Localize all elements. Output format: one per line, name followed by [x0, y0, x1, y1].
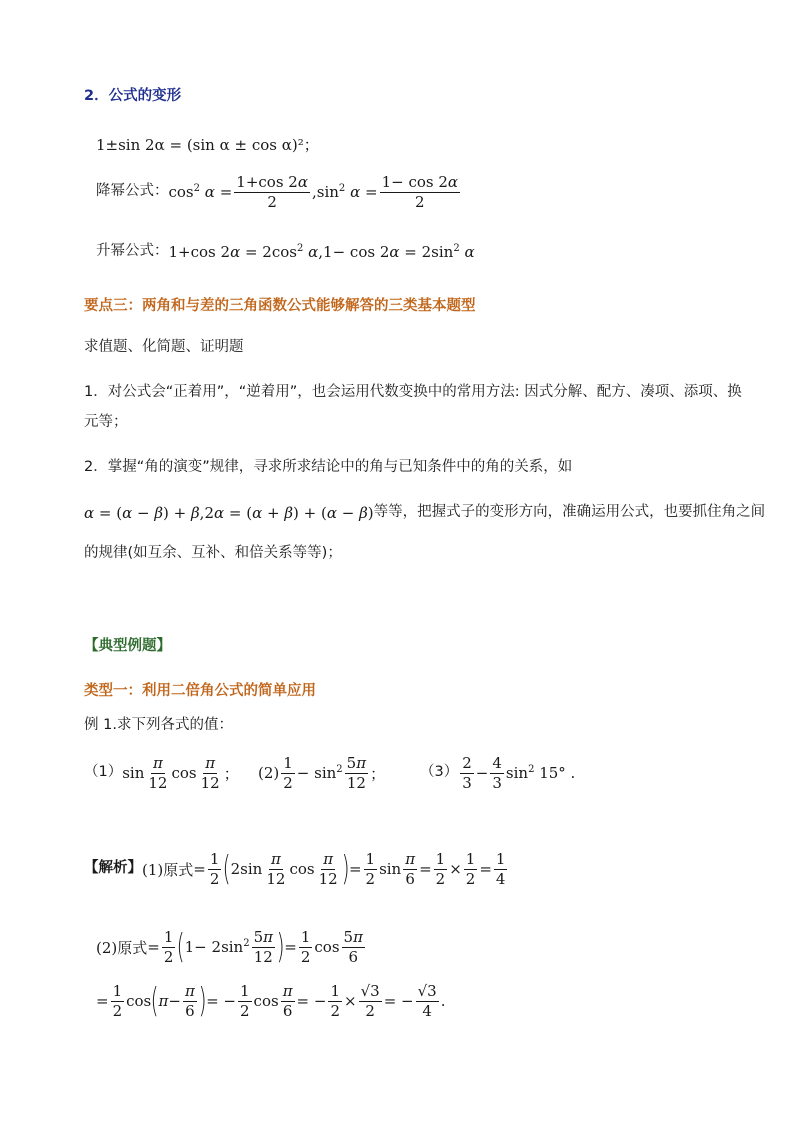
- section-title: 2．公式的变形: [84, 88, 182, 104]
- formula-expression: sin: [379, 860, 402, 878]
- formula-expression: =: [193, 860, 206, 878]
- fraction: $\frac{5\pi}{12}$: [346, 754, 367, 792]
- solution-part2-line1: [96, 929, 367, 965]
- formula-expression: −: [168, 992, 181, 1010]
- formula-expression: .: [440, 992, 446, 1010]
- formula-expression: cos: [171, 764, 197, 782]
- left-paren: (: [223, 849, 231, 889]
- formula-expression: = −: [206, 992, 236, 1010]
- formula-expression: cos: [253, 992, 279, 1010]
- formula-expression: =: [479, 860, 492, 878]
- item2-line1: 2．掌握“角的演变”规律，寻求所求结论中的角与已知条件中的角的关系，如: [84, 459, 573, 475]
- fraction: $\frac{1}{2}$: [465, 850, 476, 888]
- formula-expression: 1+cos $2\alpha = 2\cos^2$ $\alpha,1- \cos 2\alpha = 2\sin^2$ α: [168, 243, 475, 261]
- fraction: $\frac{5\pi}{12}$: [253, 928, 274, 966]
- fraction: $\frac{1}{2}$: [209, 850, 220, 888]
- formula-expression: sin: [122, 764, 145, 782]
- item1-line1: 1．对公式会“正着用”，“逆着用”，也会运用代数变换中的常用方法: 因式分解、配方、凑项、添项、换: [84, 384, 742, 400]
- angle-expression: α = (α − β) + β,2α = (α + β) + (α − β): [84, 504, 374, 522]
- fraction: $\frac{1}{2}$: [163, 928, 174, 966]
- right-paren: ): [276, 927, 285, 967]
- fraction: $\frac{\pi}{6}$: [282, 982, 293, 1020]
- power-reduction-label: 降幂公式：: [96, 183, 169, 200]
- formula-expression: $,\sin^2$ α =: [311, 183, 378, 201]
- fraction: $\frac{1+\cos 2\alpha}{2}$: [236, 173, 308, 211]
- right-paren: ): [198, 981, 207, 1021]
- solution-part2-line2: [96, 983, 445, 1019]
- problem-3-label: （3）: [420, 764, 459, 781]
- fraction: $\frac{\pi}{12}$: [148, 754, 168, 792]
- fraction: $\frac{√3}{2}$: [360, 982, 380, 1020]
- type1-title: 类型一：利用二倍角公式的简单应用: [84, 683, 316, 699]
- key-point-title: 要点三：两角和与差的三角函数公式能够解答的三类基本题型: [84, 298, 476, 314]
- examples-title: 【典型例题】: [84, 638, 171, 654]
- question-types: 求值题、化简题、证明题: [84, 339, 244, 355]
- formula-expression: $\sin^2 15^\circ$ .: [505, 764, 576, 782]
- fraction: $\frac{1}{2}$: [240, 982, 250, 1020]
- formula-expression: =: [348, 860, 362, 878]
- left-paren: (: [150, 981, 159, 1021]
- solution-label: 【解析】: [84, 860, 142, 877]
- formula-expression: $\cos^2 \alpha$ =: [168, 183, 233, 201]
- item2-line2-tail: 等等，把握式子的变形方向，准确运用公式，也要抓住角之间: [373, 504, 766, 521]
- fraction: $\frac{1}{2}$: [365, 850, 376, 888]
- fraction: $\frac{\pi}{6}$: [405, 850, 416, 888]
- formula-expression: = −: [383, 992, 414, 1010]
- formula-expression: −: [475, 764, 489, 782]
- formula-expression: =: [419, 860, 432, 878]
- fraction: $\frac{1}{2}$: [435, 850, 446, 888]
- fraction: $\frac{1}{4}$: [495, 850, 506, 888]
- item1-line2: 元等；: [84, 414, 128, 430]
- problem-1-label: （1）: [84, 764, 123, 781]
- fraction: $\frac{√3}{4}$: [417, 982, 437, 1020]
- formula-expression: ×: [449, 860, 462, 878]
- formula-square-identity: 1±sin 2α = (sin α ± cos α)²；: [96, 136, 319, 154]
- right-paren: ): [341, 849, 350, 889]
- example1-prompt: 例 1.求下列各式的值：: [84, 717, 233, 733]
- formula-expression: ；: [370, 764, 386, 783]
- power-raising-label: 升幂公式：: [96, 243, 169, 260]
- fraction: $\frac{\pi}{12}$: [266, 850, 286, 888]
- fraction: $\frac{4}{3}$: [492, 754, 502, 792]
- formula-expression: cos: [314, 938, 340, 956]
- left-paren: (: [177, 927, 185, 967]
- fraction: $\frac{\pi}{6}$: [184, 982, 195, 1020]
- formula-expression: cos: [289, 860, 315, 878]
- fraction: $\frac{\pi}{12}$: [318, 850, 338, 888]
- formula-expression: = −: [296, 992, 327, 1010]
- fraction: $\frac{2}{3}$: [462, 754, 472, 792]
- formula-expression: =: [96, 992, 109, 1010]
- solution-part1-label: (1)原式: [142, 860, 194, 879]
- problem-1: [84, 755, 239, 791]
- fraction: $\frac{1}{2}$: [112, 982, 123, 1020]
- formula-expression: $1- 2\sin^2$: [184, 938, 250, 956]
- formula-expression: =: [147, 938, 160, 956]
- formula-expression: =: [284, 938, 297, 956]
- power-raising-formula: [96, 243, 475, 261]
- fraction: $\frac{1- \cos 2\alpha}{2}$: [381, 173, 459, 211]
- solution-part2-label: (2)原式: [96, 938, 148, 957]
- problem-2-label: (2): [258, 764, 280, 782]
- formula-expression: 2sin: [230, 860, 263, 878]
- problem-3: [420, 755, 575, 791]
- item2-line3: 的规律(如互余、互补、和倍关系等等)；: [84, 545, 342, 561]
- fraction: $\frac{1}{2}$: [283, 754, 293, 792]
- formula-expression: − $\sin^2$: [296, 764, 343, 782]
- formula-expression: π: [158, 992, 169, 1010]
- power-reduction-formula: [96, 174, 462, 210]
- problem-2: [258, 755, 385, 791]
- formula-expression: ；: [223, 764, 239, 783]
- solution-part1: [84, 851, 509, 887]
- fraction: $\frac{1}{2}$: [330, 982, 340, 1020]
- formula-expression: ×: [344, 992, 357, 1010]
- item2-line2: [84, 504, 765, 522]
- fraction: $\frac{5\pi}{6}$: [343, 928, 363, 966]
- fraction: $\frac{\pi}{12}$: [200, 754, 220, 792]
- fraction: $\frac{1}{2}$: [300, 928, 311, 966]
- formula-expression: cos: [126, 992, 152, 1010]
